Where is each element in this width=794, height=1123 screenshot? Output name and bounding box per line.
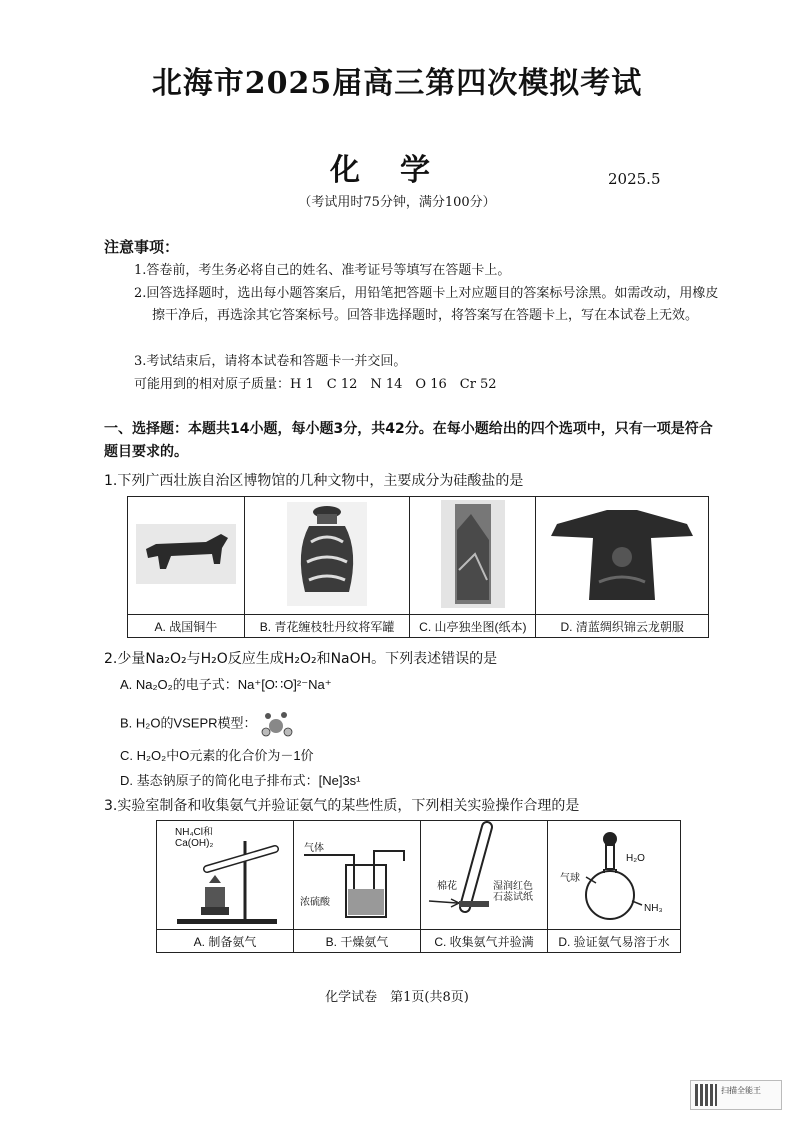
label-h2o: H₂O [626,853,645,864]
notice-item [134,283,724,327]
watermark-text: 扫描全能王 [721,1086,761,1095]
label-gas: 气体 [304,843,324,854]
question-1-table [127,496,709,638]
label-nh4cl: NH₄Cl和 [175,827,213,838]
label-cotton: 棉花 [437,881,457,892]
qr-code-icon [695,1084,717,1106]
question-3-stem: 3.实验室制备和收集氨气并验证氨气的某些性质，下列相关实验操作合理的是 [104,798,580,814]
q1-option-d: D. 清蓝绸织锦云龙朝服 [536,615,709,638]
q2-option-a: A. Na₂O₂的电子式：Na⁺[O∷O]²⁻Na⁺ [120,677,332,692]
apparatus-b-icon [294,821,420,929]
q1-option-b: B. 青花缠枝牡丹纹将军罐 [244,615,410,638]
q3-option-d: D. 验证氨气易溶于水 [548,930,681,953]
vsepr-model-icon [260,710,296,738]
section-heading: 一、选择题：本题共14小题，每小题3分，共42分。在每小题给出的四个选项中，只有一项是符合题目要求的。 [104,421,713,460]
label-balloon: 气球 [560,873,580,884]
q1-option-c: C. 山亭独坐图(纸本) [410,615,536,638]
label-conc-h2so4: 浓硫酸 [300,897,330,908]
dragon-robe-image [536,497,709,615]
q1-option-a: A. 战国铜牛 [128,615,245,638]
q3-option-c: C. 收集氨气并验满 [421,930,548,953]
q3-option-b: B. 干燥氨气 [294,930,421,953]
apparatus-a-icon [157,821,293,929]
label-caoh2: Ca(OH)₂ [175,838,214,849]
q2-option-b [120,710,296,738]
subject-title: 化学 [330,153,470,188]
apparatus-d-icon [548,821,680,929]
q2-option-d: D. 基态钠原子的简化电子排布式：[Ne]3s¹ [120,773,361,788]
question-2-stem: 2.少量Na₂O₂与H₂O反应生成H₂O₂和NaOH。下列表述错误的是 [104,651,498,667]
setup-a-diagram [157,821,294,930]
atomic-masses: 可能用到的相对原子质量：H 1 C 12 N 14 O 16 Cr 52 [134,377,497,392]
porcelain-jar-image [244,497,410,615]
label-nh3: NH₃ [644,903,663,914]
setup-c-diagram [421,821,548,930]
notice-heading: 注意事项： [104,238,180,256]
exam-title: 北海市2025届高三第四次模拟考试 [151,66,643,101]
apparatus-c-icon [421,821,547,929]
notice-item-text: 2.回答选择题时，选出每小题答案后，用铅笔把答题卡上对应题目的答案标号涂黑。如需改动，用橡皮擦干净后，再选涂其它答案标号。回答非选择题时，将答案写在答题卡上，写在本试卷上无效。 [134,286,719,323]
time-note: （考试用时75分钟，满分100分） [298,195,496,210]
q3-option-a: A. 制备氨气 [157,930,294,953]
question-1-stem: 1.下列广西壮族自治区博物馆的几种文物中，主要成分为硅酸盐的是 [104,473,524,489]
q2-option-b-text: B. H₂O的VSEPR模型： [120,715,257,731]
setup-b-diagram [294,821,421,930]
scanner-watermark [690,1080,782,1110]
notice-item: 3.考试结束后，请将本试卷和答题卡一并交回。 [134,354,407,369]
q2-option-c: C. H₂O₂中O元素的化合价为－1价 [120,748,314,763]
page-footer: 化学试卷 第1页(共8页) [325,990,469,1005]
painting-scroll-image [410,497,536,615]
bronze-ox-image [128,497,245,615]
exam-date: 2025.5 [608,170,661,188]
question-3-table [156,820,681,953]
setup-d-diagram [548,821,681,930]
label-litmus-2: 石蕊试纸 [493,892,533,903]
notice-item: 1.答卷前，考生务必将自己的姓名、准考证号等填写在答题卡上。 [134,263,511,278]
label-litmus-1: 湿润红色 [493,881,533,892]
